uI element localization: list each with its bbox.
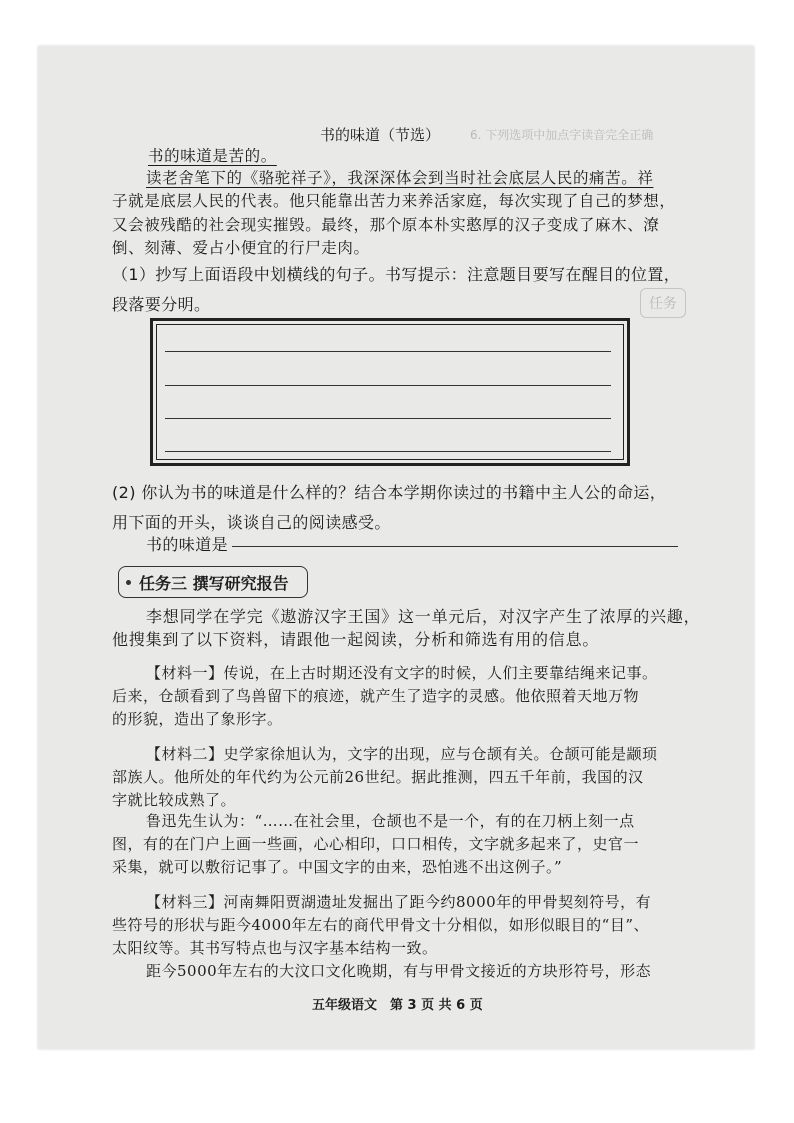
material-3-line: 【材料三】河南舞阳贾湖遗址发掘出了距今约8000年的甲骨契刻符号，有 <box>146 893 652 911</box>
bleed-through-box: 任务 <box>640 288 686 318</box>
material-3-line: 距今5000年左右的大汶口文化晚期，有与甲骨文接近的方块形符号，形态 <box>146 962 652 980</box>
writing-line[interactable] <box>165 418 611 419</box>
material-3-line: 太阳纹等。其书写特点也与汉字基本结构一致。 <box>112 939 438 957</box>
passage-line: 倒、刻薄、爱占小便宜的行尸走肉。 <box>112 239 370 257</box>
answer-prompt: 书的味道是 <box>146 535 229 554</box>
question-2-text: 用下面的开头，谈谈自己的阅读感受。 <box>112 513 391 532</box>
material-1-line: 后来，仓颉看到了鸟兽留下的痕迹，就产生了造字的灵感。他依照着天地万物 <box>112 687 640 705</box>
material-2-line: 【材料二】史学家徐旭认为，文字的出现，应与仓颉有关。仓颉可能是颛顼 <box>146 745 658 763</box>
writing-line[interactable] <box>165 351 611 352</box>
page-footer: 五年级语文 第 3 页 共 6 页 <box>312 998 483 1013</box>
writing-line[interactable] <box>165 451 611 452</box>
question-1-text: （1）抄写上面语段中划横线的句子。书写提示：注意题目要写在醒目的位置， <box>112 265 681 284</box>
material-2-line: 部族人。他所处的年代约为公元前26世纪。据此推测，四五千年前，我国的汉 <box>112 768 644 786</box>
writing-box-inner-border <box>156 324 624 460</box>
passage-line: 书的味道是苦的。 <box>148 147 277 165</box>
quote-line: 图，有的在门户上画一些画，心心相印，口口相传，文字就多起来了，史官一 <box>112 835 640 853</box>
copy-writing-box[interactable] <box>150 318 630 466</box>
material-3-line: 些符号的形状与距今4000年左右的商代甲骨文十分相似，如形似眼目的“目”、 <box>112 916 650 934</box>
material-1-line: 的形貌，造出了象形字。 <box>112 710 283 728</box>
passage-title: 书的味道（节选） <box>320 126 441 144</box>
passage-line: 子就是底层人民的代表。他只能靠出苦力来养活家庭，每次实现了自己的梦想， <box>112 192 676 210</box>
bullet-icon <box>126 580 131 585</box>
question-2-text: (2) 你认为书的味道是什么样的？结合本学期你读过的书籍中主人公的命运， <box>112 483 667 502</box>
task-3-heading: 任务三 撰写研究报告 <box>118 566 308 598</box>
task-intro: 他搜集到了以下资料，请跟他一起阅读，分析和筛选有用的信息。 <box>112 630 600 649</box>
writing-line[interactable] <box>165 385 611 386</box>
quote-line: 采集，就可以敷衍记事了。中国文字的由来，恐怕逃不出这例子。” <box>112 858 563 876</box>
task-intro: 李想同学在学完《遨游汉字王国》这一单元后，对汉字产生了浓厚的兴趣， <box>146 607 701 626</box>
passage-line: 读老舍笔下的《骆驼祥子》，我深深体会到当时社会底层人民的痛苦。祥 <box>146 169 654 187</box>
answer-blank-line[interactable] <box>232 546 678 547</box>
quote-line: 鲁迅先生认为：“……在社会里，仓颉也不是一个，有的在刀柄上刻一点 <box>146 812 635 830</box>
bleed-through-text: 6. 下列选项中加点字读音完全正确 <box>470 128 654 142</box>
question-1-text: 段落要分明。 <box>112 295 211 314</box>
material-1-line: 【材料一】传说，在上古时期还没有文字的时候，人们主要靠结绳来记事。 <box>146 664 658 682</box>
material-2-line: 字就比较成熟了。 <box>112 791 237 809</box>
passage-line: 又会被残酷的社会现实摧毁。最终，那个原本朴实憨厚的汉子变成了麻木、潦 <box>112 216 660 234</box>
